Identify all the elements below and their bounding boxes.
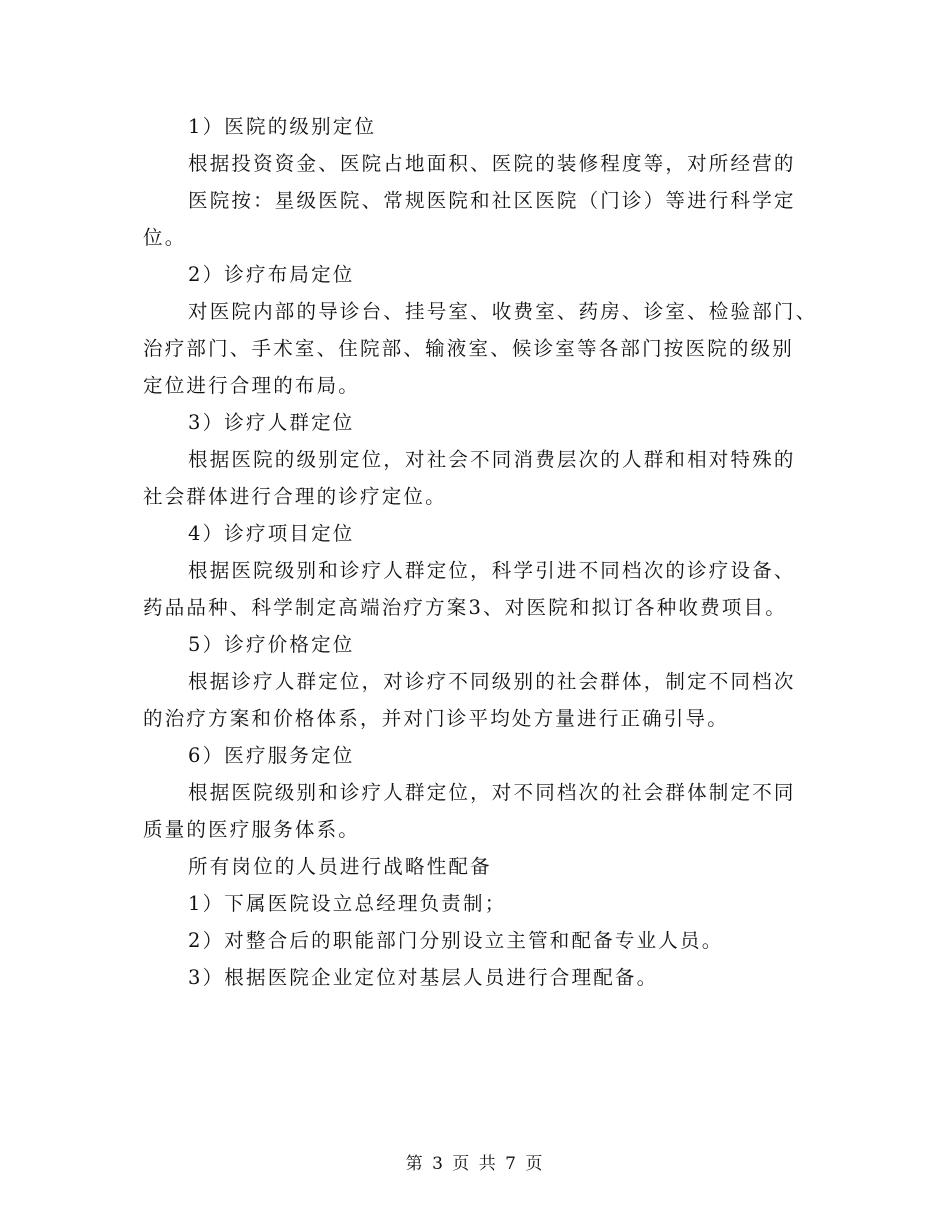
paragraph-line: 根据投资资金、医院占地面积、医院的装修程度等，对所经营的 bbox=[188, 152, 796, 175]
paragraph-line: 治疗部门、手术室、住院部、输液室、候诊室等各部门按医院的级别 bbox=[143, 337, 795, 360]
paragraph-line: 对医院内部的导诊台、挂号室、收费室、药房、诊室、检验部门、 bbox=[188, 300, 818, 323]
paragraph-line: 质量的医疗服务体系。 bbox=[143, 818, 361, 841]
paragraph-line: 根据医院的级别定位，对社会不同消费层次的人群和相对特殊的 bbox=[188, 448, 796, 471]
paragraph-line: 的治疗方案和价格体系，并对门诊平均处方量进行正确引导。 bbox=[143, 707, 729, 730]
paragraph-line: 位。 bbox=[143, 226, 187, 249]
paragraph-line: 药品品种、科学制定高端治疗方案3、对医院和拟订各种收费项目。 bbox=[143, 596, 787, 619]
heading-service-positioning: 6）医疗服务定位 bbox=[188, 744, 355, 767]
document-body bbox=[143, 108, 823, 996]
paragraph-line: 根据医院级别和诊疗人群定位，科学引进不同档次的诊疗设备、 bbox=[188, 559, 796, 582]
heading-population-positioning: 3）诊疗人群定位 bbox=[188, 411, 355, 434]
list-item: 2）对整合后的职能部门分别设立主管和配备专业人员。 bbox=[188, 929, 724, 952]
paragraph-line: 根据医院级别和诊疗人群定位，对不同档次的社会群体制定不同 bbox=[188, 781, 796, 804]
paragraph-line: 社会群体进行合理的诊疗定位。 bbox=[143, 485, 447, 508]
page-number-footer: 第 3 页 共 7 页 bbox=[405, 1154, 545, 1174]
heading-level-positioning: 1）医院的级别定位 bbox=[188, 115, 377, 138]
list-item: 1）下属医院设立总经理负责制； bbox=[188, 892, 507, 915]
paragraph-line: 定位进行合理的布局。 bbox=[143, 374, 361, 397]
heading-layout-positioning: 2）诊疗布局定位 bbox=[188, 263, 355, 286]
list-item: 3）根据医院企业定位对基层人员进行合理配备。 bbox=[188, 966, 659, 989]
paragraph-line: 根据诊疗人群定位，对诊疗不同级别的社会群体，制定不同档次 bbox=[188, 670, 796, 693]
paragraph-line: 医院按：星级医院、常规医院和社区医院（门诊）等进行科学定 bbox=[188, 189, 796, 212]
heading-project-positioning: 4）诊疗项目定位 bbox=[188, 522, 355, 545]
heading-price-positioning: 5）诊疗价格定位 bbox=[188, 633, 355, 656]
heading-staffing: 所有岗位的人员进行战略性配备 bbox=[188, 855, 492, 878]
